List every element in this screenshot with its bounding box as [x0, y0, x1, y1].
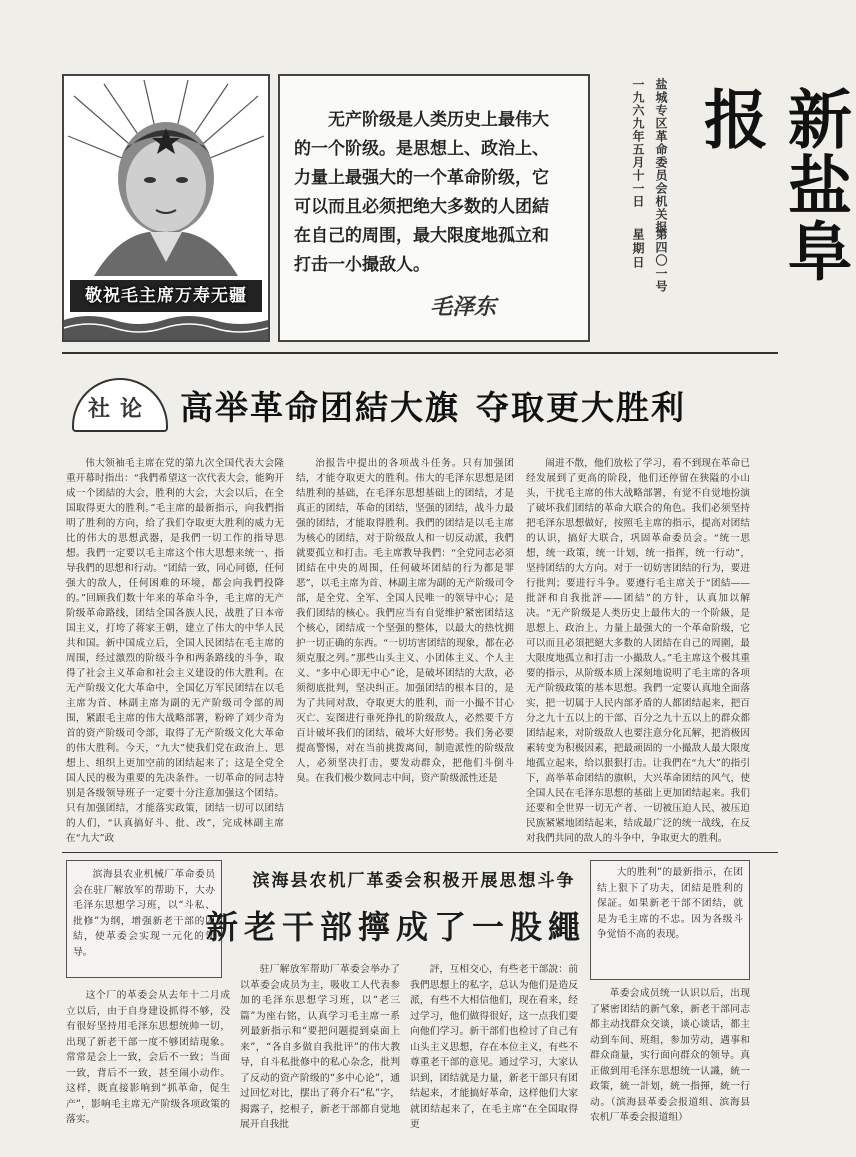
issue-number: 第四〇一号 [654, 228, 668, 293]
editorial-column-3: 闹进不散，他们放松了学习，看不到现在革命已经发展到了更高的阶段，他们还停留在狭隘的小山头，干扰毛主席的伟大战略部署，有觉不自觉地扮演了破坏我们团结的革命大联合的角色。我们必须坚持把毛泽东思想做好，按照毛主席的指示，提高对团结的认识，搞好大联合，巩固革命委员会。“统一思想，统一政策，统一计划，统一指挥，统一行动”，坚持团结的大方向。对于一切妨害团结的行为，要进行批判；要进行斗争。要遵行毛主席关于“团結——批評和自我批評——团結”的方针，认真加以解决。“无产阶级是人类历史上最伟大的一个阶級，是思想上、政治上、力量上最强大的一个革命阶级，它可以而且必須把絕大多数的人团結在自己的周圍，最大限度地孤立和打击一小撮敌人。”毛主席这个极其重要的指示，从阶级本质上深刻地说明了毛主席的各项无产阶级政策的基本思想。我們一定要认真地全面落实，把一切属于人民内部矛盾的人都团结起来，把百分之九十五以上的干部、百分之九十五以上的群众都团结起来，对阶级敌人也要注意分化瓦解，把消极因素转变为积极因素，把最顽固的一小撮敌人最大限度地孤立起来，给以狠狠打击。让我們在“九大”的指引下，高举革命团结的旗帜，大兴革命团结的风气，使全国人民在毛泽东思想的基础上更加团结起来。我们还要和全世界一切无产者、一切被压迫人民、被压迫民族紧紧地团结起来，结成最广泛的统一战线，在反对我們共同的敌人的斗争中，争取更大的胜利。 [526, 458, 750, 844]
editorial-column-1: 伟大领袖毛主席在党的第九次全国代表大会隆重开幕时指出：“我們希望这一次代表大会，能夠开成一个团結的大会，胜利的大会，大会以后，在全国取得更大的胜利。”毛主席的最新指示，向我們指明了胜利的方向，给了我们夺取更大胜利的威力无比的伟大的思想武器，是我們一切工作的指导思想。我們一定要以毛主席这个伟大思想来统一、指导我們的思想和行动。“团結一致，同心同德，任何强大的敌人，任何困难的环境，都会向我們投降的。”回顾我们数十年来的革命斗争，毛主席的无产阶级革命路线，团结全国各族人民，战胜了日本帝国主义，打垮了蒋家王朝，建立了伟大的中华人民共和国。新中国成立后，全国人民团结在毛主席的周围，经过激烈的阶级斗争和两条路线的斗争，取得了社会主义革命和社会主义建设的伟大胜利。在无产阶级文化大革命中，全国亿万军民团结在以毛主席为首、林副主席为副的无产阶级司令部的周围，紧跟毛主席的伟大战略部署，粉碎了刘少奇为首的资产阶级司令部，取得了无产阶级文化大革命的伟大胜利。今天，“九大”使我们党在政治上、思想上、组织上更加空前的团结起来了；这是全党全国人民的极为重要的先决条件。一切革命的同志特别是各级领导班子一定要十分注意加强这个团结。只有加强团结，才能落实政策，团结一切可以团结的人们，“认真搞好斗、批、改”，完成林副主席在“九大”政 [66, 458, 284, 844]
article-column-1: 这个厂的革委会从去年十二月成立以后，由于自身建设抓得不够，没有很好坚持用毛泽东思想统帅一切，出现了新老干部一度不够团結現象。常常是会上一致，会后不一致；当面一致，背后不一致，甚至闹小动作。这样，既直接影响到“抓革命，促生产”，影响毛主席无产阶级各项政策的落实。 [66, 990, 230, 1125]
quotation-signature: 毛泽东 [430, 294, 497, 320]
article-column-4: 革委会成员统一认识以后，出现了紧密团结的新气象，新老干部同志都主动找群众交谈，谈心谈话，都主动到车间、班组，参加劳动，遇事和群众商量，实行面向群众的领导。真正做到用毛泽东思想统一认識，統一政策，統一計划，統一指揮，統一行动。（滨海县革委会报道组、滨海县农机厂革委会报道组） [590, 988, 750, 1123]
publisher: 盐城专区革命委员会机关报 [654, 78, 668, 234]
quotation-text: 无产阶级是人类历史上最伟大的一个阶级。是思想上、政治上、力量上最强大的一个革命阶级，它可以而且必须把绝大多数的人团結在自己的周围，最大限度地孤立和打击一小撮敌人。 [294, 110, 549, 275]
newspaper-title-text: 新盐阜报 [693, 86, 851, 284]
article-column-3: 評，互相交心，有些老干部說：前我們思想上的私字，总认为他们是造反派，有些不大相信他们，现在看来，经过学习，他们做得很好，这一点我们要向他们学习。新干部们也检讨了自己有山头主义思想，存在本位主义，有些不尊重老干部的意见。通过学习，大家认识到，团结就是力量，新老干部只有团结起来，才能搞好革命，这样他们大家就团结起来了，在毛主席“在全国取得更 [410, 964, 578, 1130]
editorial-headline-part2: 夺取更大胜利 [476, 388, 686, 427]
article-side-box: 大的胜利”的最新指示，在团结上狠下了功夫，团結是胜利的保証。如果新老干部不团结，就是为毛主席的不忠。因为各级斗争觉悟不高的表现。 [590, 860, 750, 980]
leader-portrait [62, 74, 270, 342]
issue-date: 一九六九年五月十一日 [631, 78, 645, 208]
article-subheadline: 滨海县农机厂革委会积极开展思想斗争 [252, 871, 576, 891]
newspaper-title [680, 86, 851, 346]
editorial-badge-label: 社论 [87, 397, 152, 422]
editorial-headline [180, 382, 740, 429]
article-headline: 新老干部擰成了一股繩 [205, 908, 586, 946]
issue-info [598, 78, 678, 340]
masthead-divider [62, 352, 778, 354]
editorial-headline-part1: 高举革命团結大旗 [180, 388, 460, 427]
article-column-2: 驻厂解放军帮助厂革委会举办了以革委会成员为主，吸收工人代表参加的毛泽东思想学习班，以“老三篇”为座右铭，认真学习毛主席一系列最新指示和“要把问题提到桌面上来”，“各自多做自我批评”的伟大教导，自斗私批修中的私心杂念，批判了反动的资产阶级的“多中心论”，通过回忆对比，摆出了蒋介石“私”字，揭露子，挖根子，新老干部都自觉地展开自我批 [240, 964, 400, 1130]
editorial-badge [72, 378, 168, 432]
weekday: 星期日 [631, 228, 645, 270]
portrait-slogan: 敬祝毛主席万寿无疆 [85, 286, 247, 306]
article-lead-box: 滨海县农业机械厂革命委员会在驻厂解放军的帮助下，大办毛泽东思想学习班，以“斗私、批修”为纲，增强新老干部的团結，使革委会实现一元化的领导。 [66, 860, 222, 978]
section-divider [62, 852, 778, 853]
quotation-box [278, 74, 590, 342]
editorial-column-2: 治报告中提出的各项战斗任务。只有加强团结，才能夺取更大的胜利。伟大的毛泽东思想是团结胜利的基础，在毛泽东思想基础上的团结，才是真正的团结，革命的团结，坚强的团结，战斗力最强的团结，才能取得胜利。我們的团结是以毛主席为核心的团结，对于阶级敌人和一切反动派，我們就要孤立和打击。毛主席教导我們：“全党同志必須团結在中央的周围，任何破坏团結的行为都是罪恶”，以毛主席为首、林副主席为副的无产阶级司令部，是全党、全军、全国人民唯一的领导中心；是我们团结的核心。我們应当有自觉维护紧密团结这个核心，团结成一个坚强的整体，以最大的热忱拥护一切正确的东西。“一切坊害团结的现象，都在必须克服之列。”那些山头主义、小团体主义、个人主义、“多中心即无中心”论，是破坏团结的大敌，必须彻底批判，坚决纠正。加强团结的根本目的，是为了共同对敌，夺取更大的胜利，而一小撮不甘心灭亡、妄图进行垂死挣扎的阶级敌人，必然要千方百计破坏我们的团结，破坏大好形势。我们务必要提高警惕，对在当前挑拨离间，制造派性的阶级敌人，必须坚决打击，要发动群众，把他们斗倒斗臭。在我们极少数同志中间，资产阶级派性还是 [296, 458, 514, 784]
